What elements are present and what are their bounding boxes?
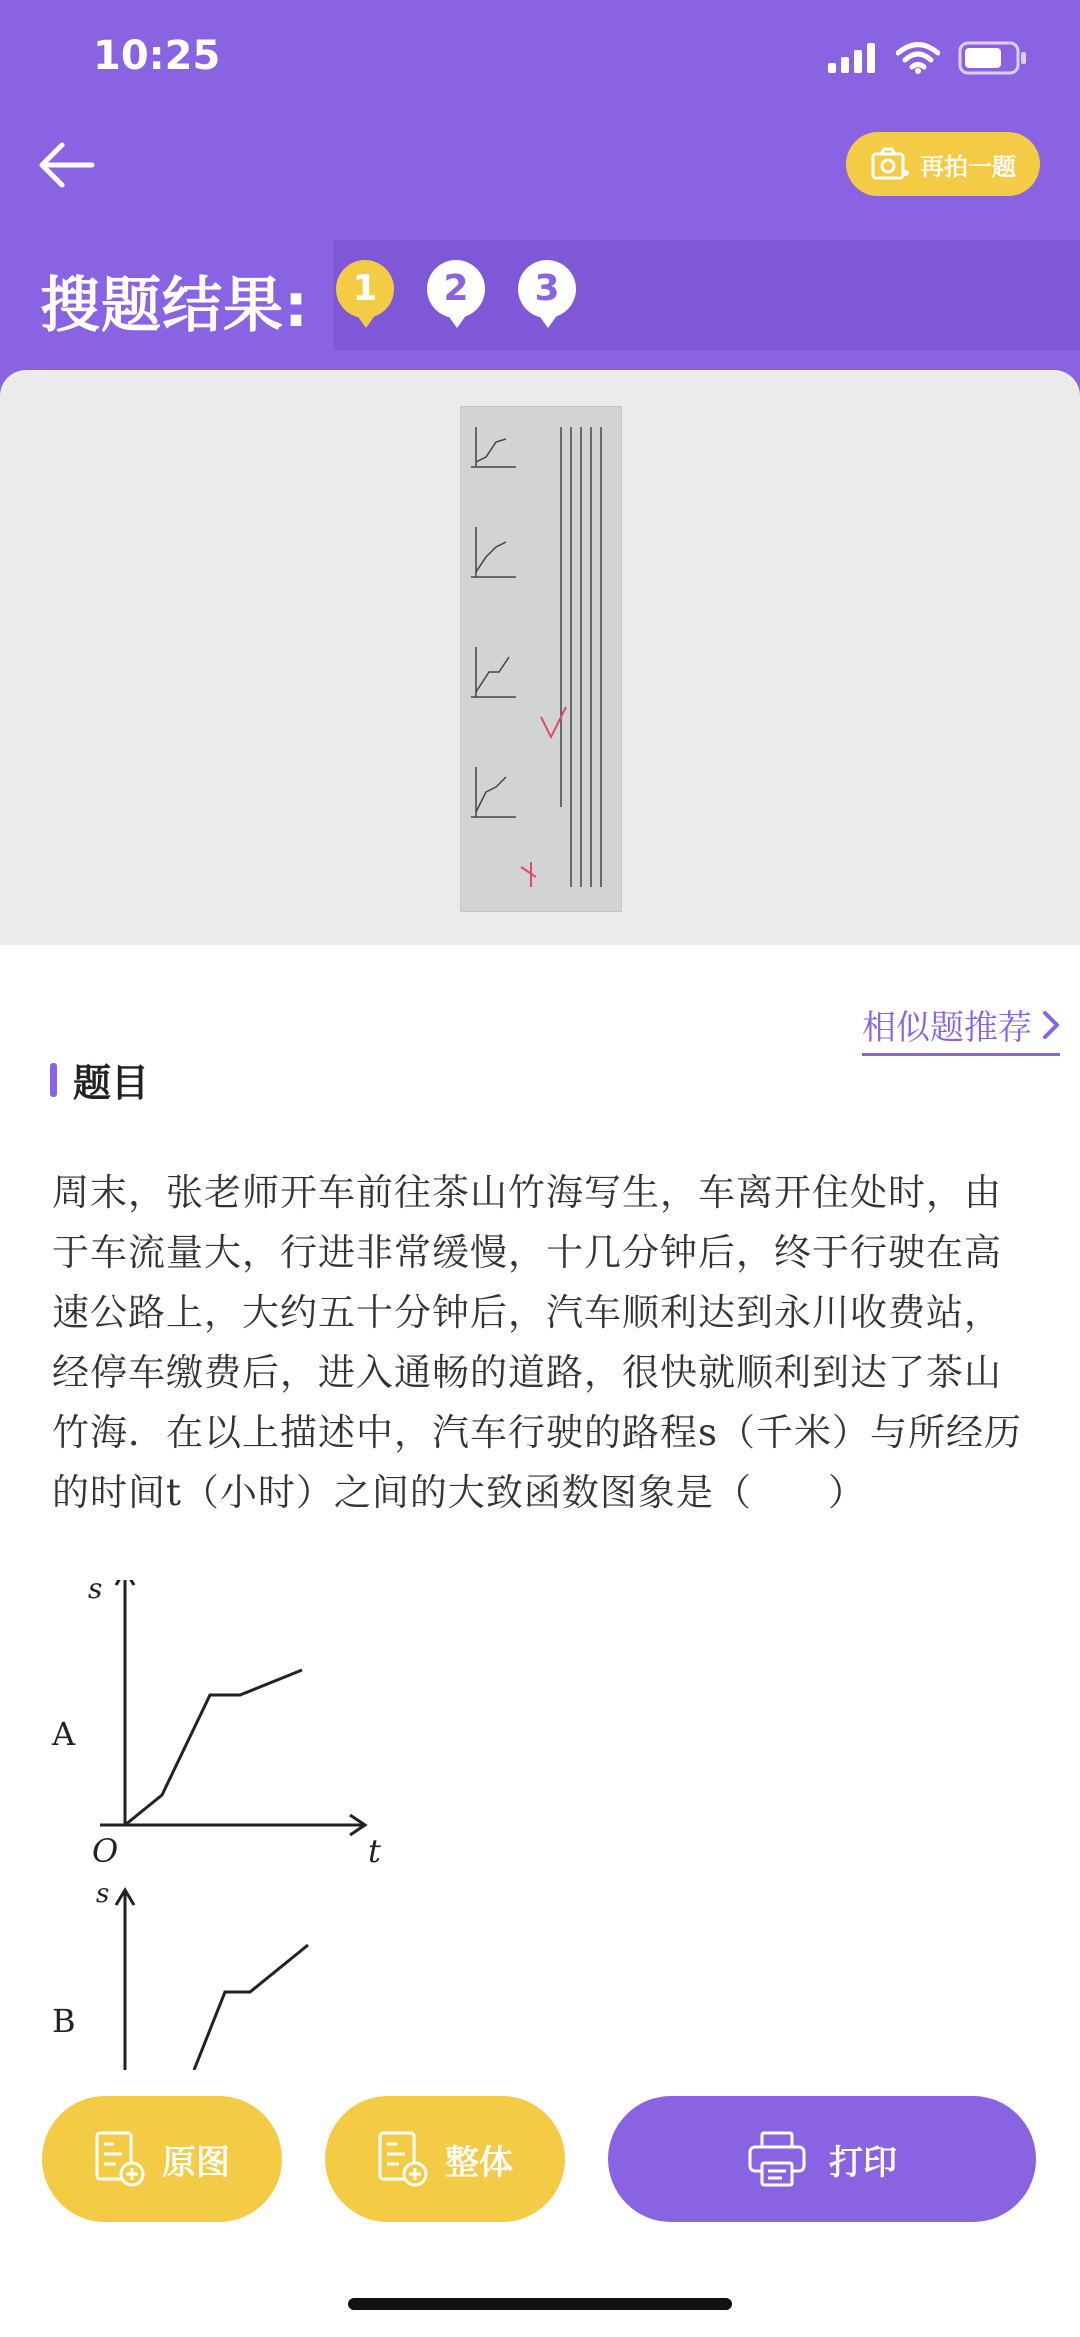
signal-icon: [828, 43, 878, 73]
graph-b-y-label: s: [96, 1879, 110, 1909]
printer-icon: [747, 2130, 807, 2188]
retake-button[interactable]: [846, 132, 1040, 196]
graph-figure: [40, 1580, 400, 2070]
status-time: 10:25: [93, 33, 221, 79]
section-title: 题目: [73, 1061, 150, 1105]
graph-a-origin-label: O: [92, 1832, 119, 1870]
graph-a-y-label: s: [88, 1580, 103, 1605]
document-add-icon: [377, 2130, 429, 2188]
battery-icon: [958, 41, 1028, 75]
whole-label: 整体: [445, 2142, 513, 2183]
question-text: 周末，张老师开车前往茶山竹海写生，车离开住处时，由于车流量大，行进非常缓慢，十几分钟后，终于行驶在高速公路上，大约五十分钟后，汽车顺利达到永川收费站，经停车缴费后，进入通畅的道路，很快就顺利到达了茶山竹海．在以上描述中，汽车行驶的路程s（千米）与所经历的时间t（小时）之间的大致函数图象是（ ）: [52, 1171, 1022, 1514]
chevron-right-icon: [1042, 1010, 1060, 1040]
original-image-button[interactable]: [42, 2096, 282, 2222]
document-add-icon: [94, 2130, 146, 2188]
status-icons: [828, 38, 1028, 78]
section-accent-bar: [50, 1063, 57, 1097]
back-button[interactable]: [34, 135, 104, 195]
whole-button[interactable]: [325, 2096, 565, 2222]
back-arrow-icon: [34, 135, 104, 195]
result-tab-1-label: 1: [336, 260, 394, 318]
graph-a-x-label: t: [368, 1832, 381, 1870]
result-tab-2[interactable]: [427, 260, 487, 332]
result-tab-1[interactable]: [336, 260, 396, 332]
page-title-row: [40, 258, 309, 344]
option-b-label: B: [52, 2002, 76, 2040]
camera-icon: [870, 147, 910, 181]
print-label: 打印: [829, 2142, 897, 2183]
wifi-icon: [896, 42, 940, 74]
question-section-header: [50, 1052, 149, 1107]
similar-questions-link[interactable]: [862, 1000, 1060, 1056]
result-tab-3-label: 3: [518, 260, 576, 318]
similar-questions-label: 相似题推荐: [862, 1008, 1032, 1048]
page-title: 搜题结果:: [40, 271, 309, 341]
retake-label: 再拍一题: [920, 152, 1016, 181]
answer-options-graph: [40, 1580, 400, 2070]
result-tab-2-label: 2: [427, 260, 485, 318]
option-a-label: A: [52, 1715, 76, 1753]
print-button[interactable]: [608, 2096, 1036, 2222]
original-photo[interactable]: [460, 406, 622, 912]
home-indicator[interactable]: [348, 2298, 732, 2310]
original-image-label: 原图: [162, 2142, 230, 2183]
result-tab-3[interactable]: [518, 260, 578, 332]
photo-content-image: [461, 407, 621, 911]
